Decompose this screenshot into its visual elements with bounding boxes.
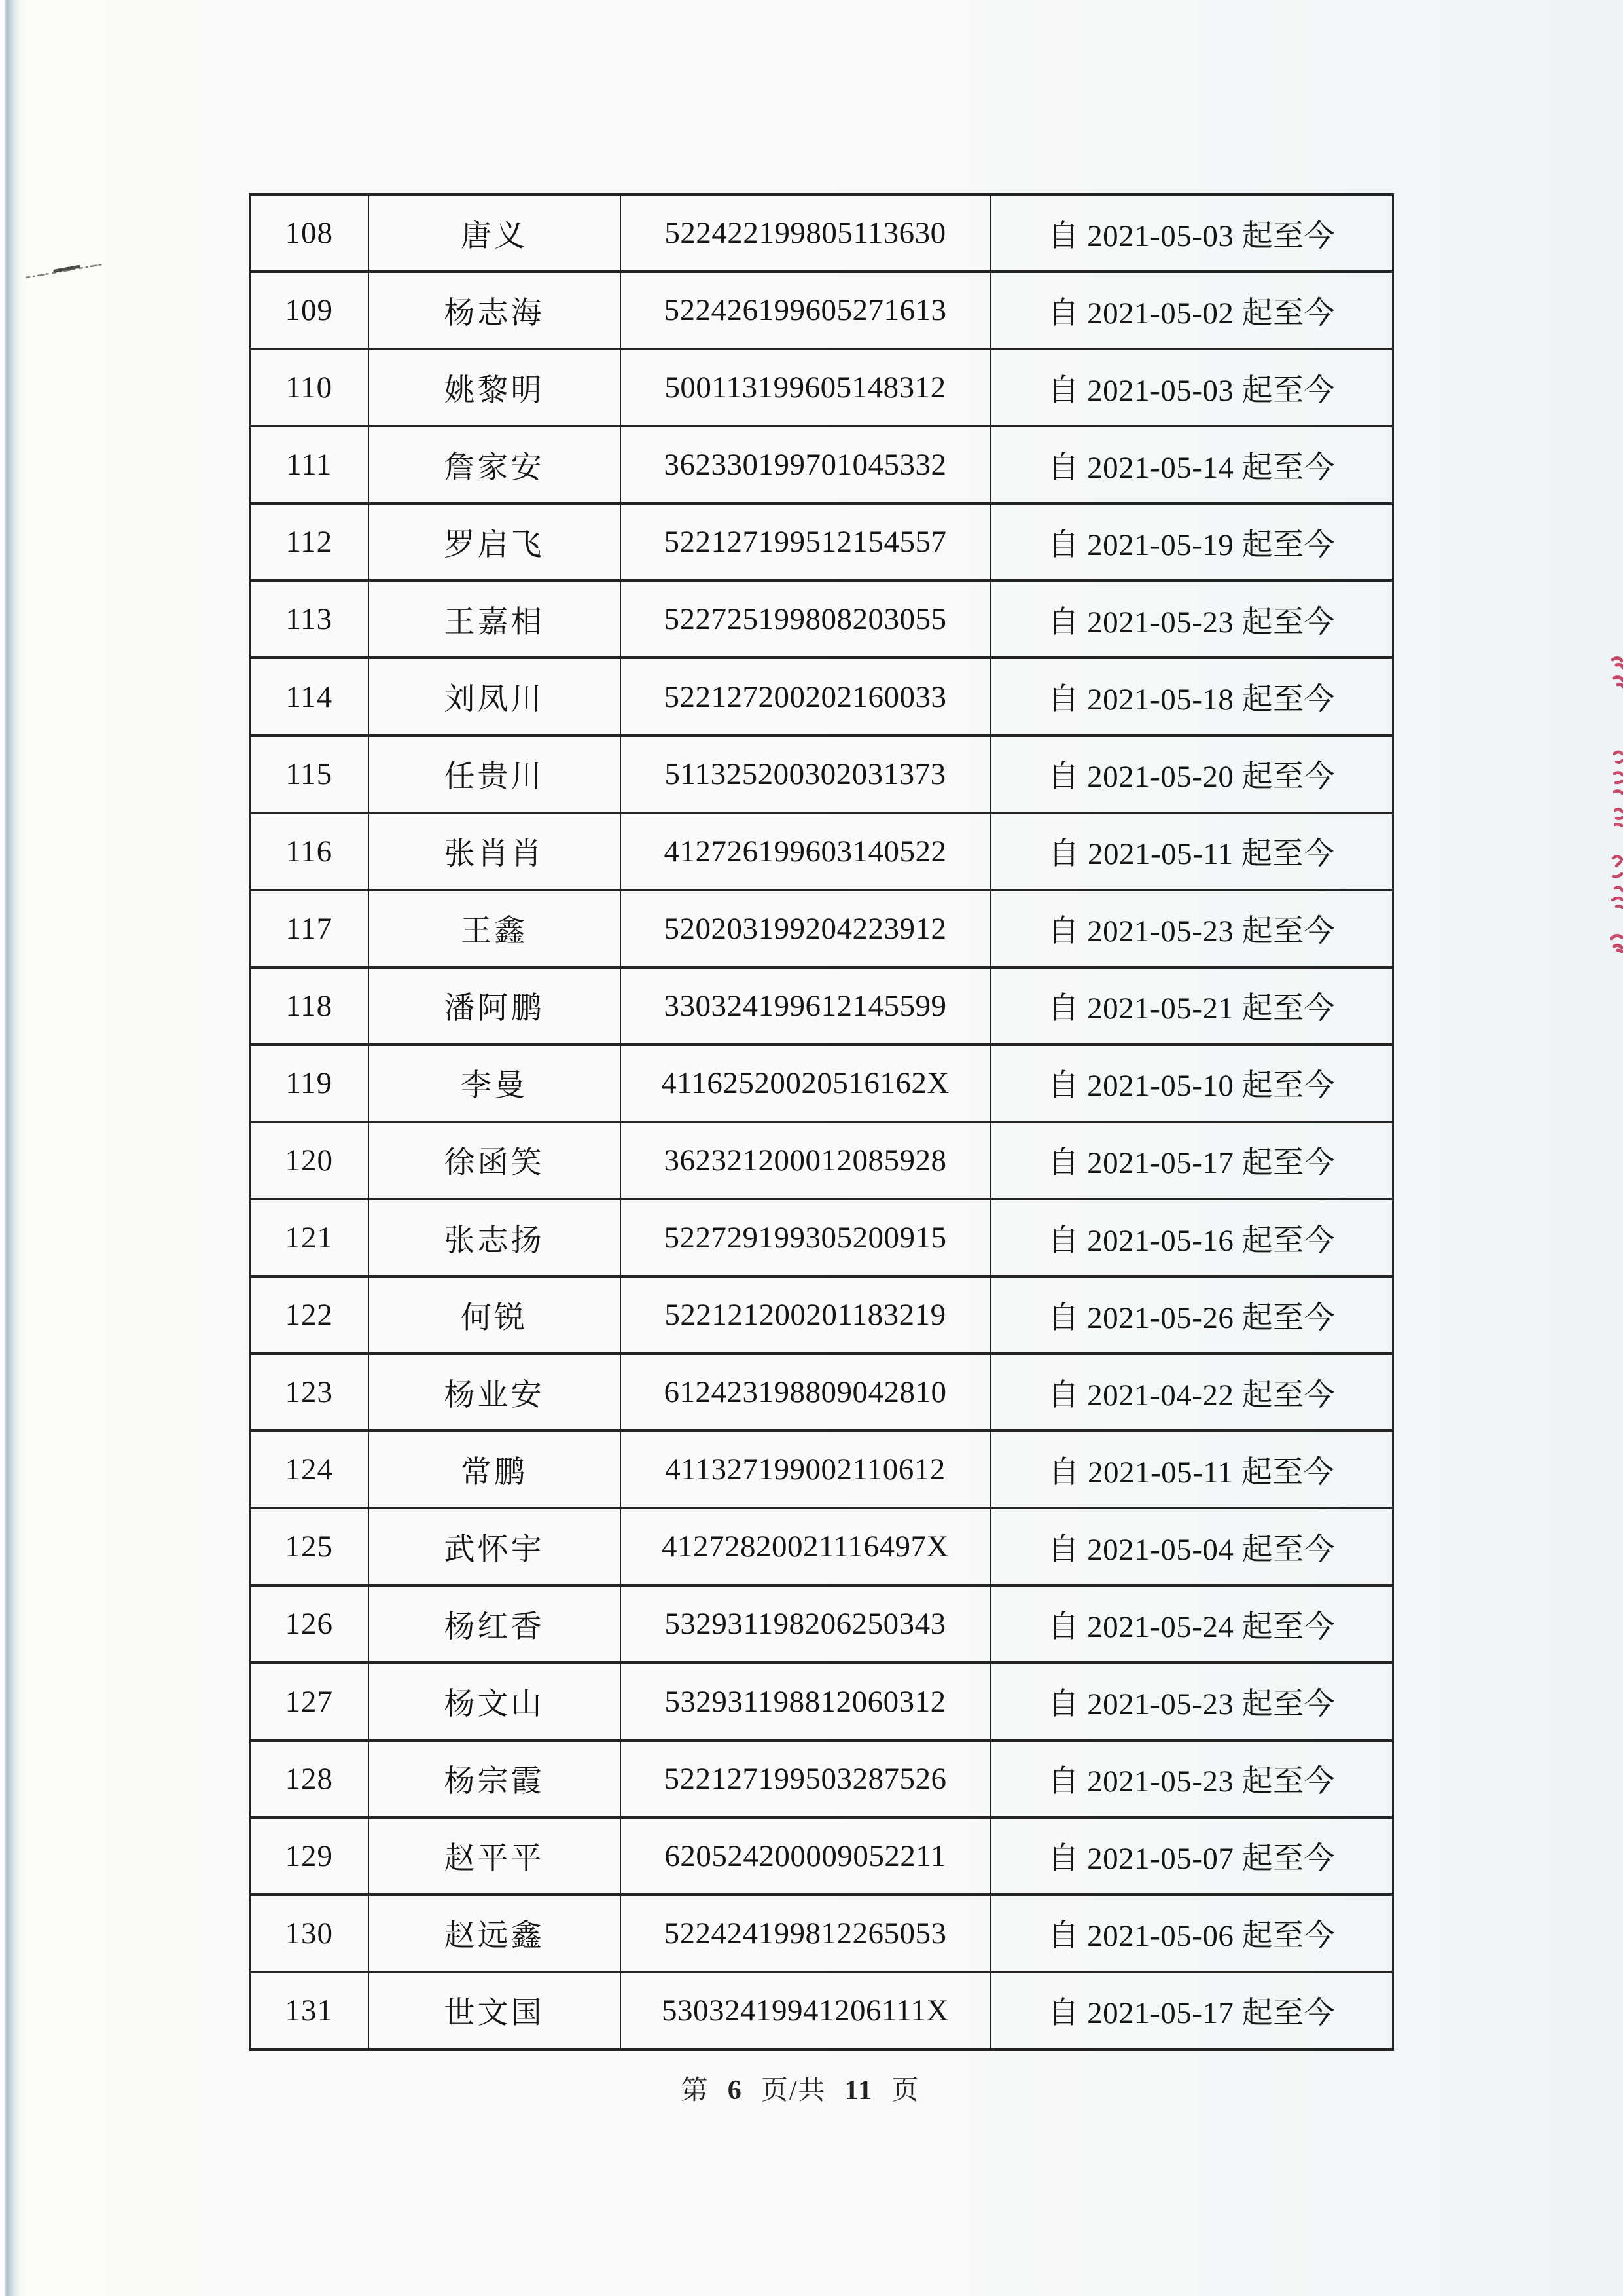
stamp-fragment [1610,932,1623,953]
period-cell: 自 2021-05-04 起至今 [991,1508,1393,1585]
name-cell: 赵平平 [368,1818,620,1895]
id-number-cell: 522127199503287526 [620,1740,991,1818]
period-cell: 自 2021-05-24 起至今 [991,1585,1393,1662]
table-row [250,1276,1393,1354]
name-cell: 姚黎明 [368,349,620,426]
table-row [250,503,1393,581]
table-row [250,1972,1393,2049]
period-cell: 自 2021-05-07 起至今 [991,1818,1393,1895]
period-cell: 自 2021-05-23 起至今 [991,1662,1393,1740]
name-cell: 杨红香 [368,1585,620,1662]
name-cell: 武怀宇 [368,1508,620,1585]
row-number-cell: 124 [250,1431,368,1508]
id-number-cell: 520203199204223912 [620,890,991,967]
table-row [250,1045,1393,1122]
table-row [250,1662,1393,1740]
period-cell: 自 2021-05-26 起至今 [991,1276,1393,1354]
table-row [250,1740,1393,1818]
id-number-cell: 511325200302031373 [620,736,991,813]
name-cell: 任贵川 [368,736,620,813]
stamp-fragment [1610,656,1623,689]
table-row [250,890,1393,967]
row-number-cell: 118 [250,967,368,1045]
name-cell: 张肖肖 [368,813,620,890]
row-number-cell: 126 [250,1585,368,1662]
period-cell: 自 2021-05-19 起至今 [991,503,1393,581]
id-number-cell: 522424199812265053 [620,1895,991,1972]
id-number-cell: 330324199612145599 [620,967,991,1045]
name-cell: 王鑫 [368,890,620,967]
table-row [250,1199,1393,1276]
table-row [250,1508,1393,1585]
name-cell: 常鹏 [368,1431,620,1508]
row-number-cell: 120 [250,1122,368,1199]
footer-total-pages: 11 [844,2075,874,2106]
name-cell: 张志扬 [368,1199,620,1276]
row-number-cell: 119 [250,1045,368,1122]
row-number-cell: 111 [250,426,368,503]
row-number-cell: 130 [250,1895,368,1972]
id-number-cell: 612423198809042810 [620,1354,991,1431]
table-row [250,1585,1393,1662]
period-cell: 自 2021-05-02 起至今 [991,272,1393,349]
name-cell: 詹家安 [368,426,620,503]
row-number-cell: 121 [250,1199,368,1276]
period-cell: 自 2021-05-17 起至今 [991,1972,1393,2049]
footer-prefix: 第 [681,2075,709,2105]
id-number-cell: 522127199512154557 [620,503,991,581]
row-number-cell: 125 [250,1508,368,1585]
period-cell: 自 2021-05-21 起至今 [991,967,1393,1045]
period-cell: 自 2021-05-16 起至今 [991,1199,1393,1276]
row-number-cell: 127 [250,1662,368,1740]
name-cell: 杨业安 [368,1354,620,1431]
period-cell: 自 2021-05-17 起至今 [991,1122,1393,1199]
period-cell: 自 2021-05-23 起至今 [991,1740,1393,1818]
table-row [250,426,1393,503]
table-row [250,194,1393,272]
period-cell: 自 2021-05-18 起至今 [991,658,1393,735]
row-number-cell: 115 [250,736,368,813]
footer-page-number: 6 [727,2075,743,2106]
page-footer [0,2068,1601,2107]
name-cell: 杨宗霞 [368,1740,620,1818]
period-cell: 自 2021-05-11 起至今 [991,1431,1393,1508]
name-cell: 何锐 [368,1276,620,1354]
name-cell: 世文国 [368,1972,620,2049]
id-number-cell: 522725199808203055 [620,581,991,658]
row-number-cell: 113 [250,581,368,658]
period-cell: 自 2021-05-06 起至今 [991,1895,1393,1972]
id-number-cell: 500113199605148312 [620,349,991,426]
id-number-cell: 522729199305200915 [620,1199,991,1276]
id-number-cell: 41162520020516162X [620,1045,991,1122]
roster-table [249,193,1394,2051]
table-row [250,272,1393,349]
name-cell: 李曼 [368,1045,620,1122]
id-number-cell: 411327199002110612 [620,1431,991,1508]
table-row [250,1354,1393,1431]
id-number-cell: 412726199603140522 [620,813,991,890]
row-number-cell: 114 [250,658,368,735]
name-cell: 潘阿鹏 [368,967,620,1045]
table-row [250,967,1393,1045]
id-number-cell: 362330199701045332 [620,426,991,503]
row-number-cell: 128 [250,1740,368,1818]
period-cell: 自 2021-05-03 起至今 [991,194,1393,272]
table-row [250,1895,1393,1972]
id-number-cell: 41272820021116497X [620,1508,991,1585]
period-cell: 自 2021-04-22 起至今 [991,1354,1393,1431]
table-row [250,1818,1393,1895]
id-number-cell: 522426199605271613 [620,272,991,349]
id-number-cell: 522422199805113630 [620,194,991,272]
name-cell: 杨志海 [368,272,620,349]
name-cell: 刘凤川 [368,658,620,735]
table-row [250,1431,1393,1508]
name-cell: 王嘉相 [368,581,620,658]
id-number-cell: 532931198206250343 [620,1585,991,1662]
row-number-cell: 123 [250,1354,368,1431]
stamp-fragment [1614,806,1623,829]
period-cell: 自 2021-05-23 起至今 [991,890,1393,967]
id-number-cell: 522121200201183219 [620,1276,991,1354]
id-number-cell: 362321200012085928 [620,1122,991,1199]
name-cell: 杨文山 [368,1662,620,1740]
name-cell: 唐义 [368,194,620,272]
name-cell: 徐函笑 [368,1122,620,1199]
row-number-cell: 116 [250,813,368,890]
table-row [250,1122,1393,1199]
footer-suffix: 页 [891,2075,920,2105]
table-row [250,658,1393,735]
period-cell: 自 2021-05-23 起至今 [991,581,1393,658]
row-number-cell: 117 [250,890,368,967]
row-number-cell: 109 [250,272,368,349]
row-number-cell: 108 [250,194,368,272]
table-row [250,581,1393,658]
id-number-cell: 53032419941206111X [620,1972,991,2049]
id-number-cell: 522127200202160033 [620,658,991,735]
table-row [250,736,1393,813]
table-row [250,349,1393,426]
table-row [250,813,1393,890]
period-cell: 自 2021-05-20 起至今 [991,736,1393,813]
scan-edge-shadow [0,0,22,2296]
row-number-cell: 129 [250,1818,368,1895]
stamp-fragment [1613,749,1623,797]
id-number-cell: 532931198812060312 [620,1662,991,1740]
row-number-cell: 112 [250,503,368,581]
name-cell: 赵远鑫 [368,1895,620,1972]
period-cell: 自 2021-05-10 起至今 [991,1045,1393,1122]
row-number-cell: 131 [250,1972,368,2049]
name-cell: 罗启飞 [368,503,620,581]
period-cell: 自 2021-05-11 起至今 [991,813,1393,890]
period-cell: 自 2021-05-03 起至今 [991,349,1393,426]
period-cell: 自 2021-05-14 起至今 [991,426,1393,503]
footer-separator: 页/共 [760,2075,827,2105]
row-number-cell: 110 [250,349,368,426]
stamp-fragment [1611,853,1623,909]
pencil-mark [25,259,105,281]
id-number-cell: 620524200009052211 [620,1818,991,1895]
row-number-cell: 122 [250,1276,368,1354]
roster-table-body [250,194,1393,2049]
